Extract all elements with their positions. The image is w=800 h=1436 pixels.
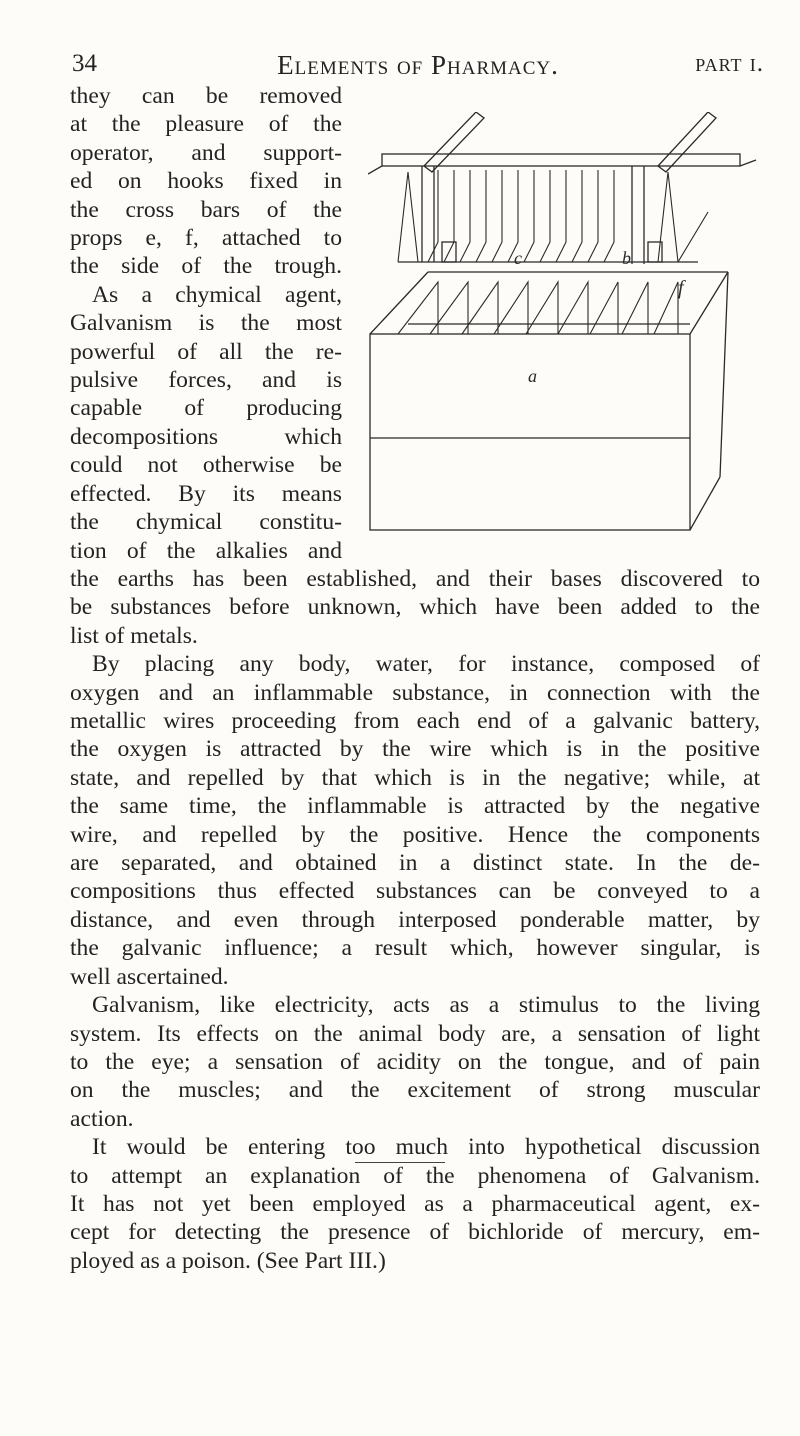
text-line: well ascertained. — [70, 963, 229, 990]
text-line: tion of the alkalies and — [70, 537, 342, 564]
text-line: at the pleasure of the — [70, 111, 342, 138]
text-line: distance, and even through interposed ponderable matter, by — [70, 906, 760, 933]
galvanic-trough-figure — [368, 112, 768, 537]
left-text-column — [70, 82, 342, 565]
text-line: decompositions which — [70, 423, 342, 450]
text-line: Galvanism, like electricity, acts as a stimulus to the living — [92, 992, 760, 1019]
end-rule — [355, 1162, 445, 1163]
text-line: props e, f, attached to — [70, 225, 342, 252]
text-line: wire, and repelled by the positive. Hence the components — [70, 821, 760, 848]
label-c: c — [514, 248, 522, 268]
text-line: the cross bars of the — [70, 196, 342, 223]
label-f: f — [678, 277, 684, 299]
part-label: part i. — [695, 50, 764, 77]
text-line: list of metals. — [70, 622, 198, 649]
text-line: pulsive forces, and is — [70, 367, 342, 394]
text-line: oxygen and an inflammable substance, in connection with the — [70, 679, 760, 706]
text-line: As a chymical agent, — [92, 281, 342, 308]
text-line: By placing any body, water, for instance, composed of — [92, 651, 760, 678]
text-line: the earths has been established, and their bases discovered to — [70, 566, 760, 592]
text-line: are separated, and obtained in a distinct state. In the de- — [70, 850, 760, 877]
text-line: system. Its effects on the animal body are, a sensation of light — [70, 1020, 760, 1047]
full-text-column — [70, 565, 760, 1275]
text-line: the same time, the inflammable is attracted by the negative — [70, 793, 760, 820]
text-line: they can be removed — [70, 83, 342, 109]
running-title: Elements of Pharmacy. — [277, 50, 559, 80]
text-line: could not otherwise be — [70, 452, 342, 479]
text-line: the side of the trough. — [70, 253, 342, 280]
text-line: to attempt an explanation of the phenomena of Galvanism. — [70, 1162, 760, 1189]
text-line: effected. By its means — [70, 480, 342, 507]
text-line: powerful of all the re- — [70, 338, 342, 365]
text-line: the oxygen is attracted by the wire which is in the positive — [70, 736, 760, 763]
text-line: metallic wires proceeding from each end of a galvanic battery, — [70, 708, 760, 735]
text-line: on the muscles; and the excitement of strong muscular — [70, 1077, 760, 1104]
page-number: 34 — [72, 50, 97, 77]
text-line: ed on hooks fixed in — [70, 168, 342, 195]
text-line: the chymical constitu- — [70, 509, 342, 536]
text-line: state, and repelled by that which is in the negative; while, at — [70, 764, 760, 791]
text-line: Galvanism is the most — [70, 310, 342, 337]
text-line: It would be entering too much into hypothetical discussion — [92, 1134, 760, 1161]
running-header — [72, 50, 764, 84]
text-line: to the eye; a sensation of acidity on the tongue, and of pain — [70, 1048, 760, 1075]
label-b: b — [622, 248, 631, 268]
label-a: a — [528, 366, 537, 386]
text-line: capable of producing — [70, 395, 342, 422]
text-line: action. — [70, 1105, 134, 1132]
text-line: be substances before unknown, which have been added to the — [70, 594, 760, 621]
text-line: compositions thus effected substances can be conveyed to a — [70, 878, 760, 905]
text-line: operator, and support- — [70, 139, 342, 166]
text-line: It has not yet been employed as a pharmaceutical agent, ex- — [70, 1190, 760, 1217]
text-line: the galvanic influence; a result which, however singular, is — [70, 935, 760, 962]
text-line: cept for detecting the presence of bichloride of mercury, em- — [70, 1219, 760, 1246]
text-line: ployed as a poison. (See Part III.) — [70, 1247, 386, 1274]
